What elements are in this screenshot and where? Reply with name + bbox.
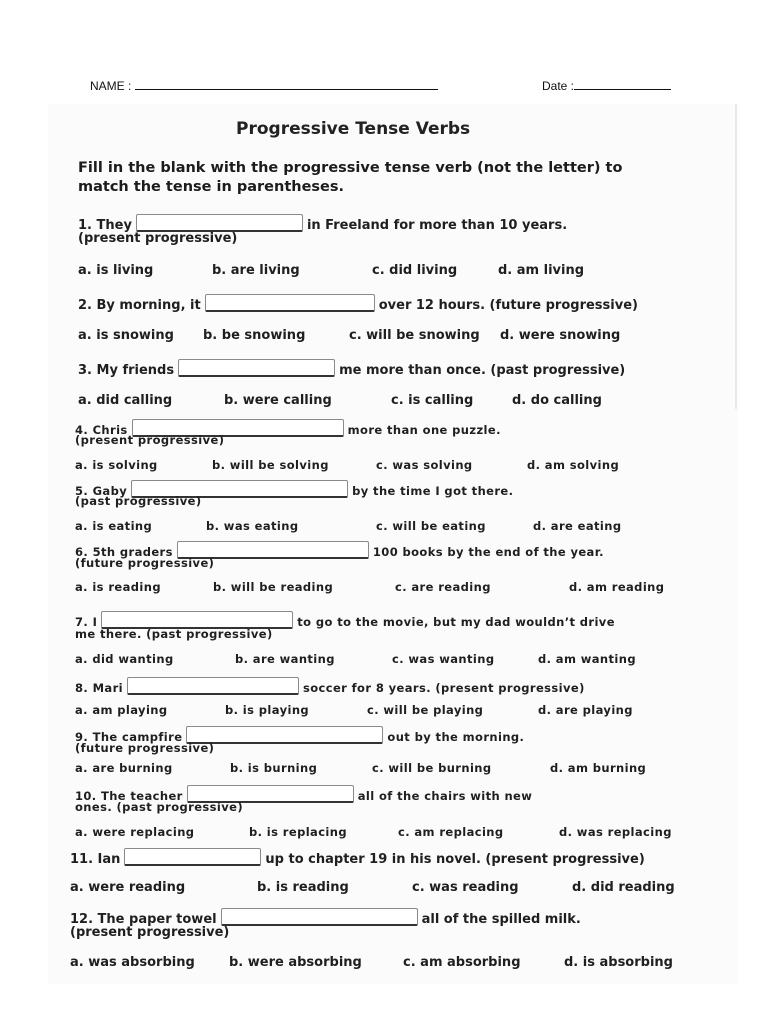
question-10-option-b: b. is replacing	[249, 825, 347, 839]
question-3-option-b: b. were calling	[224, 393, 332, 408]
question-3-option-a: a. did calling	[78, 393, 173, 408]
question-11-option-a: a. were reading	[70, 880, 186, 895]
question-11-option-c: c. was reading	[412, 880, 519, 895]
question-4-option-b: b. will be solving	[212, 458, 329, 472]
question-3-option-c: c. is calling	[391, 393, 474, 408]
question-9-option-c: c. will be burning	[372, 761, 492, 775]
question-12-option-d: d. is absorbing	[564, 955, 673, 970]
date-label: Date :	[542, 79, 575, 93]
answer-blank-9[interactable]	[186, 726, 383, 744]
question-11-rest: up to chapter 19 in his novel. (present progressive)	[265, 852, 645, 867]
question-11-option-b: b. is reading	[257, 880, 349, 895]
question-5-tense: (past progressive)	[75, 494, 202, 508]
question-12-tense: (present progressive)	[70, 925, 230, 940]
question-7-option-a: a. did wanting	[75, 652, 174, 666]
question-2-stem: 2. By morning, it	[78, 298, 201, 313]
question-12-rest: all of the spilled milk.	[421, 912, 581, 927]
question-2-option-c: c. will be snowing	[349, 328, 480, 343]
question-8-option-c: c. will be playing	[367, 703, 484, 717]
question-6-option-b: b. will be reading	[213, 580, 334, 594]
question-1-option-b: b. are living	[212, 263, 300, 278]
instructions: Fill in the blank with the progressive tense verb (not the letter) to match the tense in parentheses.	[78, 160, 623, 195]
name-line[interactable]	[135, 78, 438, 90]
question-2-rest: over 12 hours. (future progressive)	[378, 298, 638, 313]
question-1-tense: (present progressive)	[78, 231, 238, 246]
name-label: NAME :	[90, 79, 132, 93]
answer-blank-12[interactable]	[221, 908, 418, 926]
question-11	[70, 848, 645, 867]
question-10-stem: 10. The teacher	[75, 789, 183, 803]
question-1-option-a: a. is living	[78, 263, 154, 278]
question-5-option-a: a. is eating	[75, 519, 153, 533]
question-4-option-a: a. is solving	[75, 458, 158, 472]
date-field-row	[542, 78, 671, 93]
question-2	[78, 294, 638, 313]
question-12-option-c: c. am absorbing	[403, 955, 521, 970]
question-8-option-d: d. are playing	[538, 703, 633, 717]
question-8-option-b: b. is playing	[225, 703, 310, 717]
question-6-stem: 6. 5th graders	[75, 545, 173, 559]
question-10-option-c: c. am replacing	[398, 825, 504, 839]
question-4-stem: 4. Chris	[75, 423, 128, 437]
question-1-option-d: d. am living	[498, 263, 585, 278]
question-8-option-a: a. am playing	[75, 703, 168, 717]
question-8-rest: soccer for 8 years. (present progressive)	[303, 681, 585, 695]
question-6-tense: (future progressive)	[75, 556, 215, 570]
question-6-option-d: d. am reading	[569, 580, 665, 594]
question-2-option-b: b. be snowing	[203, 328, 306, 343]
question-1-stem: 1. They	[78, 218, 132, 233]
question-3-rest: me more than once. (past progressive)	[339, 363, 626, 378]
question-4-option-d: d. am solving	[527, 458, 620, 472]
question-6-rest: 100 books by the end of the year.	[372, 545, 604, 559]
question-9-option-d: d. am burning	[550, 761, 647, 775]
question-12-option-b: b. were absorbing	[229, 955, 362, 970]
question-9-option-b: b. is burning	[230, 761, 318, 775]
question-12-option-a: a. was absorbing	[70, 955, 195, 970]
question-5-option-b: b. was eating	[206, 519, 299, 533]
question-7-rest: to go to the movie, but my dad wouldn’t drive	[297, 615, 615, 629]
question-4-option-c: c. was solving	[376, 458, 473, 472]
question-6-option-a: a. is reading	[75, 580, 161, 594]
question-9-option-a: a. are burning	[75, 761, 173, 775]
answer-blank-3[interactable]	[178, 359, 335, 377]
question-7-option-c: c. was wanting	[392, 652, 495, 666]
question-10-option-a: a. were replacing	[75, 825, 195, 839]
question-1-rest: in Freeland for more than 10 years.	[306, 218, 568, 233]
name-field-row	[90, 78, 438, 93]
question-10-rest: all of the chairs with new	[357, 789, 533, 803]
question-5-rest: by the time I got there.	[352, 484, 514, 498]
question-4-rest: more than one puzzle.	[347, 423, 501, 437]
scan-edge	[735, 104, 737, 409]
question-2-option-a: a. is snowing	[78, 328, 174, 343]
question-7-stem: 7. I	[75, 615, 98, 629]
answer-blank-8[interactable]	[127, 677, 299, 695]
question-12-stem: 12. The paper towel	[70, 912, 217, 927]
question-8-stem: 8. Mari	[75, 681, 123, 695]
question-11-stem: 11. Ian	[70, 852, 121, 867]
question-7-option-b: b. are wanting	[235, 652, 335, 666]
question-5-option-d: d. are eating	[533, 519, 622, 533]
answer-blank-1[interactable]	[136, 214, 303, 232]
question-9-stem: 9. The campfire	[75, 730, 183, 744]
question-1-option-c: c. did living	[372, 263, 458, 278]
date-line[interactable]	[574, 78, 671, 90]
question-2-option-d: d. were snowing	[500, 328, 621, 343]
question-11-option-d: d. did reading	[572, 880, 675, 895]
question-7-tense: me there. (past progressive)	[75, 627, 273, 641]
question-5-stem: 5. Gaby	[75, 484, 128, 498]
answer-blank-2[interactable]	[205, 294, 375, 312]
question-9-tense: (future progressive)	[75, 741, 215, 755]
question-8	[75, 677, 585, 695]
question-6-option-c: c. are reading	[395, 580, 491, 594]
question-10-tense: ones. (past progressive)	[75, 800, 243, 814]
question-7-option-d: d. am wanting	[538, 652, 636, 666]
answer-blank-11[interactable]	[124, 848, 261, 866]
question-4-tense: (present progressive)	[75, 433, 225, 447]
question-9-rest: out by the morning.	[387, 730, 525, 744]
worksheet-title: Progressive Tense Verbs	[236, 119, 471, 139]
question-3	[78, 359, 625, 378]
question-3-stem: 3. My friends	[78, 363, 175, 378]
question-3-option-d: d. do calling	[512, 393, 602, 408]
question-10-option-d: d. was replacing	[559, 825, 672, 839]
question-5-option-c: c. will be eating	[376, 519, 486, 533]
